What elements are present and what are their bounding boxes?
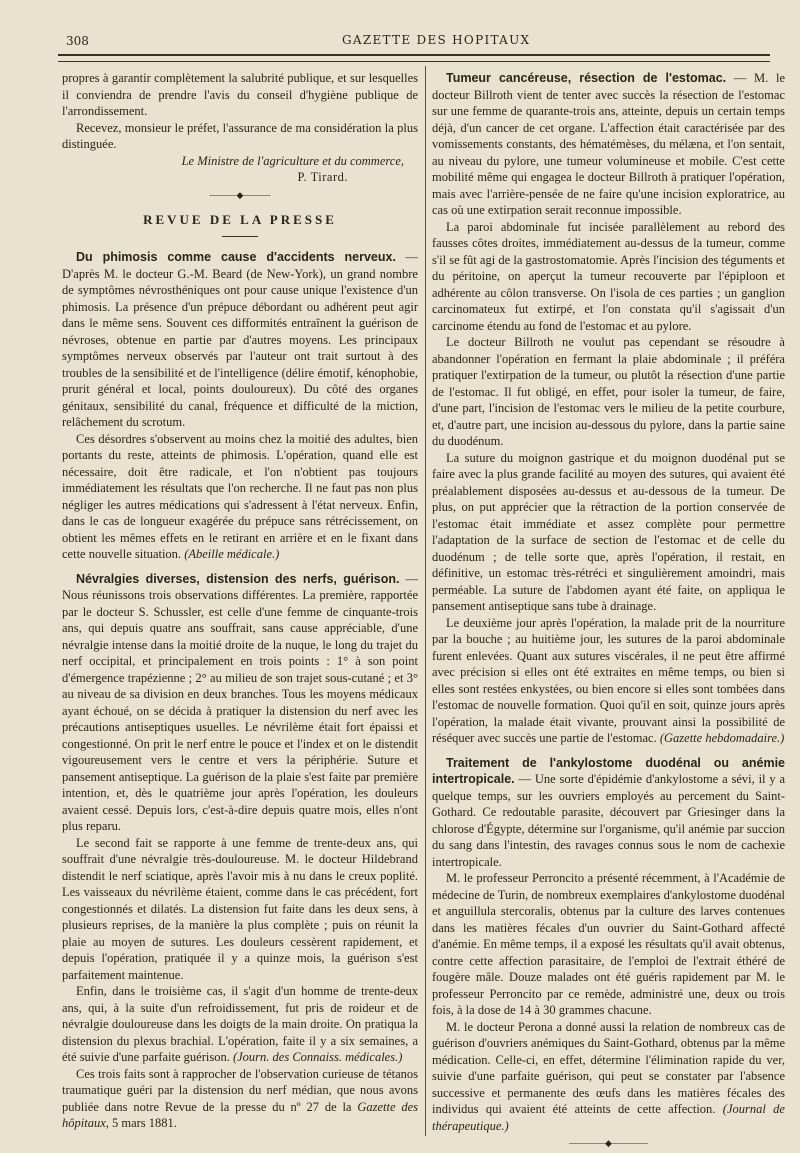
article-text: — Nous réunissons trois observations différentes. La première, rapportée par le docteur S. Schussler, est celle d'une femme de cinquante-trois ans, qui depuis quatre ans souffrait, sans cause appréciable, d'une névralgie intense dans la moitié droite de la nuque, le long du trajet du nerf occipital, et principalement en trois points : 1° à son point d'émergence trapézienne ; 2° au milieu de son trajet sous-cutané ; et 3° au niveau de sa division en deux branches. Tous les moyens médicaux ayant échoué, on se décida à pratiquer la distension du nerf avec les précautions antiseptiques usuelles. Le névrilème était fort épaissi et congestionné. On prit le nerf entre le pouce et l'index et on le distendit vigoureusement vers le centre et vers la périphérie. Suture et pansement antiseptique. La guérison de la plaie s'est faite par première intention, et, dès le quatrième jour après l'opération, les douleurs avaient cessé. Depuis lors, c'est-à-dire depuis quatre mois, elles n'ont plus reparu. (62, 571, 418, 833)
article-text: M. le docteur Perona a donné aussi la relation de nombreux cas de guérison d'ouvriers anémiques du Saint-Gothard, obtenus par la même médication. Celle-ci, en effet, détermine l'élimination rapide du ver, suivie d'une parfaite guérison, qui peut se constater par l'absence successive et permanente des œufs dans les matières fécales des individus qui avaient été atteints de cette affection. (432, 1019, 785, 1116)
article-text: , 5 mars 1881. (105, 1116, 177, 1130)
article-paragraph: Le docteur Billroth ne voulut pas cependant se résoudre à abandonner l'opération en fermant la plaie abdominale ; il préféra pratiquer l'extirpation de la tumeur, ou plutôt la résection d'une partie de l'estomac. Il fut obligé, en effet, pour isoler la tumeur, de faire, d'une part, l'incision de l'estomac vers le milieu de la petite courbure, et, d'autre part, une incision au-dessous du pylore, dans la partie saine du duodénum. (432, 335, 785, 448)
letter-closing: Recevez, monsieur le préfet, l'assurance de ma considération la plus distinguée. (62, 120, 418, 151)
letter-paragraph: propres à garantir complètement la salubrité publique, et sur lesquelles il conviendra de prendre l'avis du conseil d'hygiène publique de l'arrondissement. (62, 71, 418, 118)
article-title: Névralgies diverses, distension des nerfs, guérison. (76, 571, 400, 586)
header-rule (58, 54, 770, 62)
publication-ref: Gazette des hôpitaux (62, 1099, 418, 1130)
article-ankylostome (432, 755, 785, 871)
article-text: — M. le docteur Billroth vient de tenter avec succès la résection de l'estomac sur une femme de quarante-trois ans, atteinte, depuis un certain temps déjà, d'un cancer de cet organe. L'affection était caractérisée par des vomissements constants, des hématémèses, du mélæna, et l'on sentait, au niveau du pylore, une tumeur volumineuse et mobile. C'est cette mobilité même qui engagea le docteur Billroth à pratiquer l'opération, mais avec l'arrière-pensée de ne faire qu'une incision exploratrice, au cas où une extirpation serait reconnue impossible. (432, 71, 785, 217)
article-paragraph: Le second fait se rapporte à une femme de trente-deux ans, qui souffrait d'une névralgie très-douloureuse. M. le docteur Hildebrand distendit le nerf sciatique, après l'avoir mis à nu dans le creux poplité. Les vaisseaux du névrilème étaient, comme dans le cas précédent, fort congestionnés et dilatés. La distension fut faite dans les deux sens, à plusieurs reprises, de la manière la plus complète ; puis on réunit la plaie au moyen de sutures. Les douleurs cessèrent rapidement, et depuis l'opération, pratiquée il y a quinze mois, la guérison s'est parfaitement maintenue. (62, 835, 418, 982)
article-text: — D'après M. le docteur G.-M. Beard (de New-York), un grand nombre de symptômes névrosthéniques ont pour cause unique l'existence d'un phimosis. La présence d'un prépuce débordant ou adhérent peut agir dans le même sens. Souvent ces difformités entraînent la guérison de névroses, obtenue en partie par d'autres moyens. Les principaux symptômes nerveux observés par l'auteur ont trait surtout à des troubles de la sensibilité et de l'intelligence (délire émotif, kénophobie, prurit général et local, points douloureux). Du côté des organes génitaux, sensibilité du canal, fréquence et difficulté de la miction, relâchement du scrotum. (62, 250, 418, 429)
article-source: (Abeille médicale.) (181, 547, 280, 561)
ornament-divider: ————◆———— (569, 1138, 648, 1148)
page-number: 308 (66, 34, 89, 48)
ornament-divider: ———◆——— (209, 189, 271, 200)
column-divider (425, 66, 426, 1136)
article-phimosis (62, 249, 418, 431)
signature-title: Le Ministre de l'agriculture et du commerce, (181, 153, 404, 168)
article-text: Le deuxième jour après l'opération, la malade prit de la nourriture par la bouche ; au huitième jour, les sutures de la paroi abdominale furent enlevées. Quant aux sutures viscérales, il ne peut être affirmé avec précision si elles ont été extraites en même temps, ou bien si elles sont restées enkystées, ou bien encore si elles sont tombées dans l'estomac de nouvelle formation. Quoi qu'il en soit, quinze jours après l'opération, la malade était vivante, prouvant ainsi la possibilité de réséquer avec succès une partie de l'estomac. (432, 615, 785, 745)
article-title: Du phimosis comme cause d'accidents nerveux. (76, 250, 396, 264)
article-text: Ces désordres s'observent au moins chez la moitié des adultes, bien portants du reste, atteints de phimosis. L'opération, quand elle est nécessaire, doit être radicale, et l'on n'obtient pas toujours immédiatement les résultats que l'on recherche. Il ne faut pas non plus négliger les autres médications qui s'adressent à l'état nerveux. Enfin, dans le cas de longueur exagérée du prépuce sans rétrécissement, on obtient les mêmes effets en le retirant en arrière et en le fixant dans cette nouvelle situation. (62, 431, 418, 561)
article-source: (Gazette hebdomadaire.) (656, 731, 785, 745)
article-text: — Une sorte d'épidémie d'ankylostome a sévi, il y a quelque temps, sur les ouvriers employés au percement du Saint-Gothard. Ce redoutable parasite, découvert par Griesinger dans la chlorose d'Égypte, détermine sur l'organisme, qu'il anémie par succion du sang dans l'intestin, des ravages connus sous le nom de cachexie intertropicale. (432, 772, 785, 869)
article-source: (Journal de thérapeutique.) (432, 1102, 785, 1133)
article-text: Ces trois faits sont à rapprocher de l'observation curieuse de tétanos traumatique guéri par la distension du nerf médian, que nous avons publiée dans notre Revue de la presse du nº 27 de la (62, 1066, 418, 1114)
page-header (58, 30, 768, 52)
article-title: Traitement de l'ankylostome duodénal ou anémie intertropicale. (432, 755, 785, 786)
article-paragraph (62, 983, 418, 1066)
article-paragraph (62, 1066, 418, 1132)
section-heading: REVUE DE LA PRESSE (143, 211, 337, 227)
left-column (62, 70, 418, 1140)
article-paragraph (432, 615, 785, 747)
section-rule (222, 236, 258, 237)
publication-title: GAZETTE DES HOPITAUX (342, 33, 531, 47)
article-tumeur (432, 70, 785, 219)
article-nevralgies (62, 571, 418, 835)
article-text: Enfin, dans le troisième cas, il s'agit d'un homme de trente-deux ans, qui, à la suite d'un refroidissement, fut pris de roideur et de névralgie douloureuse dans les doigts de la main droite. On pratiqua la distension du plexus brachial. L'opération, faite il y a six semaines, a été suivie d'une parfaite guérison. (62, 984, 418, 1064)
article-paragraph (432, 1019, 785, 1135)
right-column (432, 70, 785, 1148)
signature-name: P. Tirard. (297, 170, 348, 184)
article-paragraph: La suture du moignon gastrique et du moignon duodénal put se faire avec la plus grande facilité au moyen des sutures, qui avaient été préalablement disposées au-dessus et au-dessous de la tumeur. De plus, on put apprécier que la rétraction de la portion conservée de l'estomac était immédiate et assez complète pour permettre l'adaptation de la surface de section de l'estomac et de celle du duodénum ; de telle sorte que, après l'opération, il restait, en définitive, un estomac très-rétréci et singulièrement amoindri, mais perméable. La suture de l'abdomen ayant été faite, on appliqua le pansement antiseptique sans tube à drainage. (432, 450, 785, 613)
article-paragraph: M. le professeur Perroncito a présenté récemment, à l'Académie de médecine de Turin, de nombreux exemplaires d'ankylostome duodénal et anguillula stercoralis, obtenus par la culture des larves contenues dans les matières fécales d'un ouvrier du Saint-Gothard affecté d'anémie. En même temps, il a exposé les résultats qu'il avait obtenus, contre cette affection parasitaire, de l'emploi de l'extrait éthéré de fougère mâle. Douze malades ont été guéris rapidement par M. le professeur Perroncito par ce remède, administré une, deux ou trois fois, à la dose de 14 à 30 grammes chacune. (432, 871, 785, 1017)
article-title: Tumeur cancéreuse, résection de l'estomac. (446, 71, 727, 85)
article-source: (Journ. des Connaiss. médicales.) (229, 1050, 403, 1064)
article-paragraph (62, 431, 418, 563)
article-paragraph: La paroi abdominale fut incisée parallèlement au rebord des fausses côtes droites, immédiatement au-dessus de la tumeur, comme s'il se fût agi de la gastrostomatomie. Après l'incision des téguments et du péritoine, on aperçut la tumeur recouverte par l'épiploon et adhérente au côlon transverse. On l'isola de ces parties ; un ganglion carcinomateux fut extirpé, et l'on constata qu'il s'agissait d'un carcinome étendu au fond de l'estomac et au pylore. (432, 219, 785, 333)
